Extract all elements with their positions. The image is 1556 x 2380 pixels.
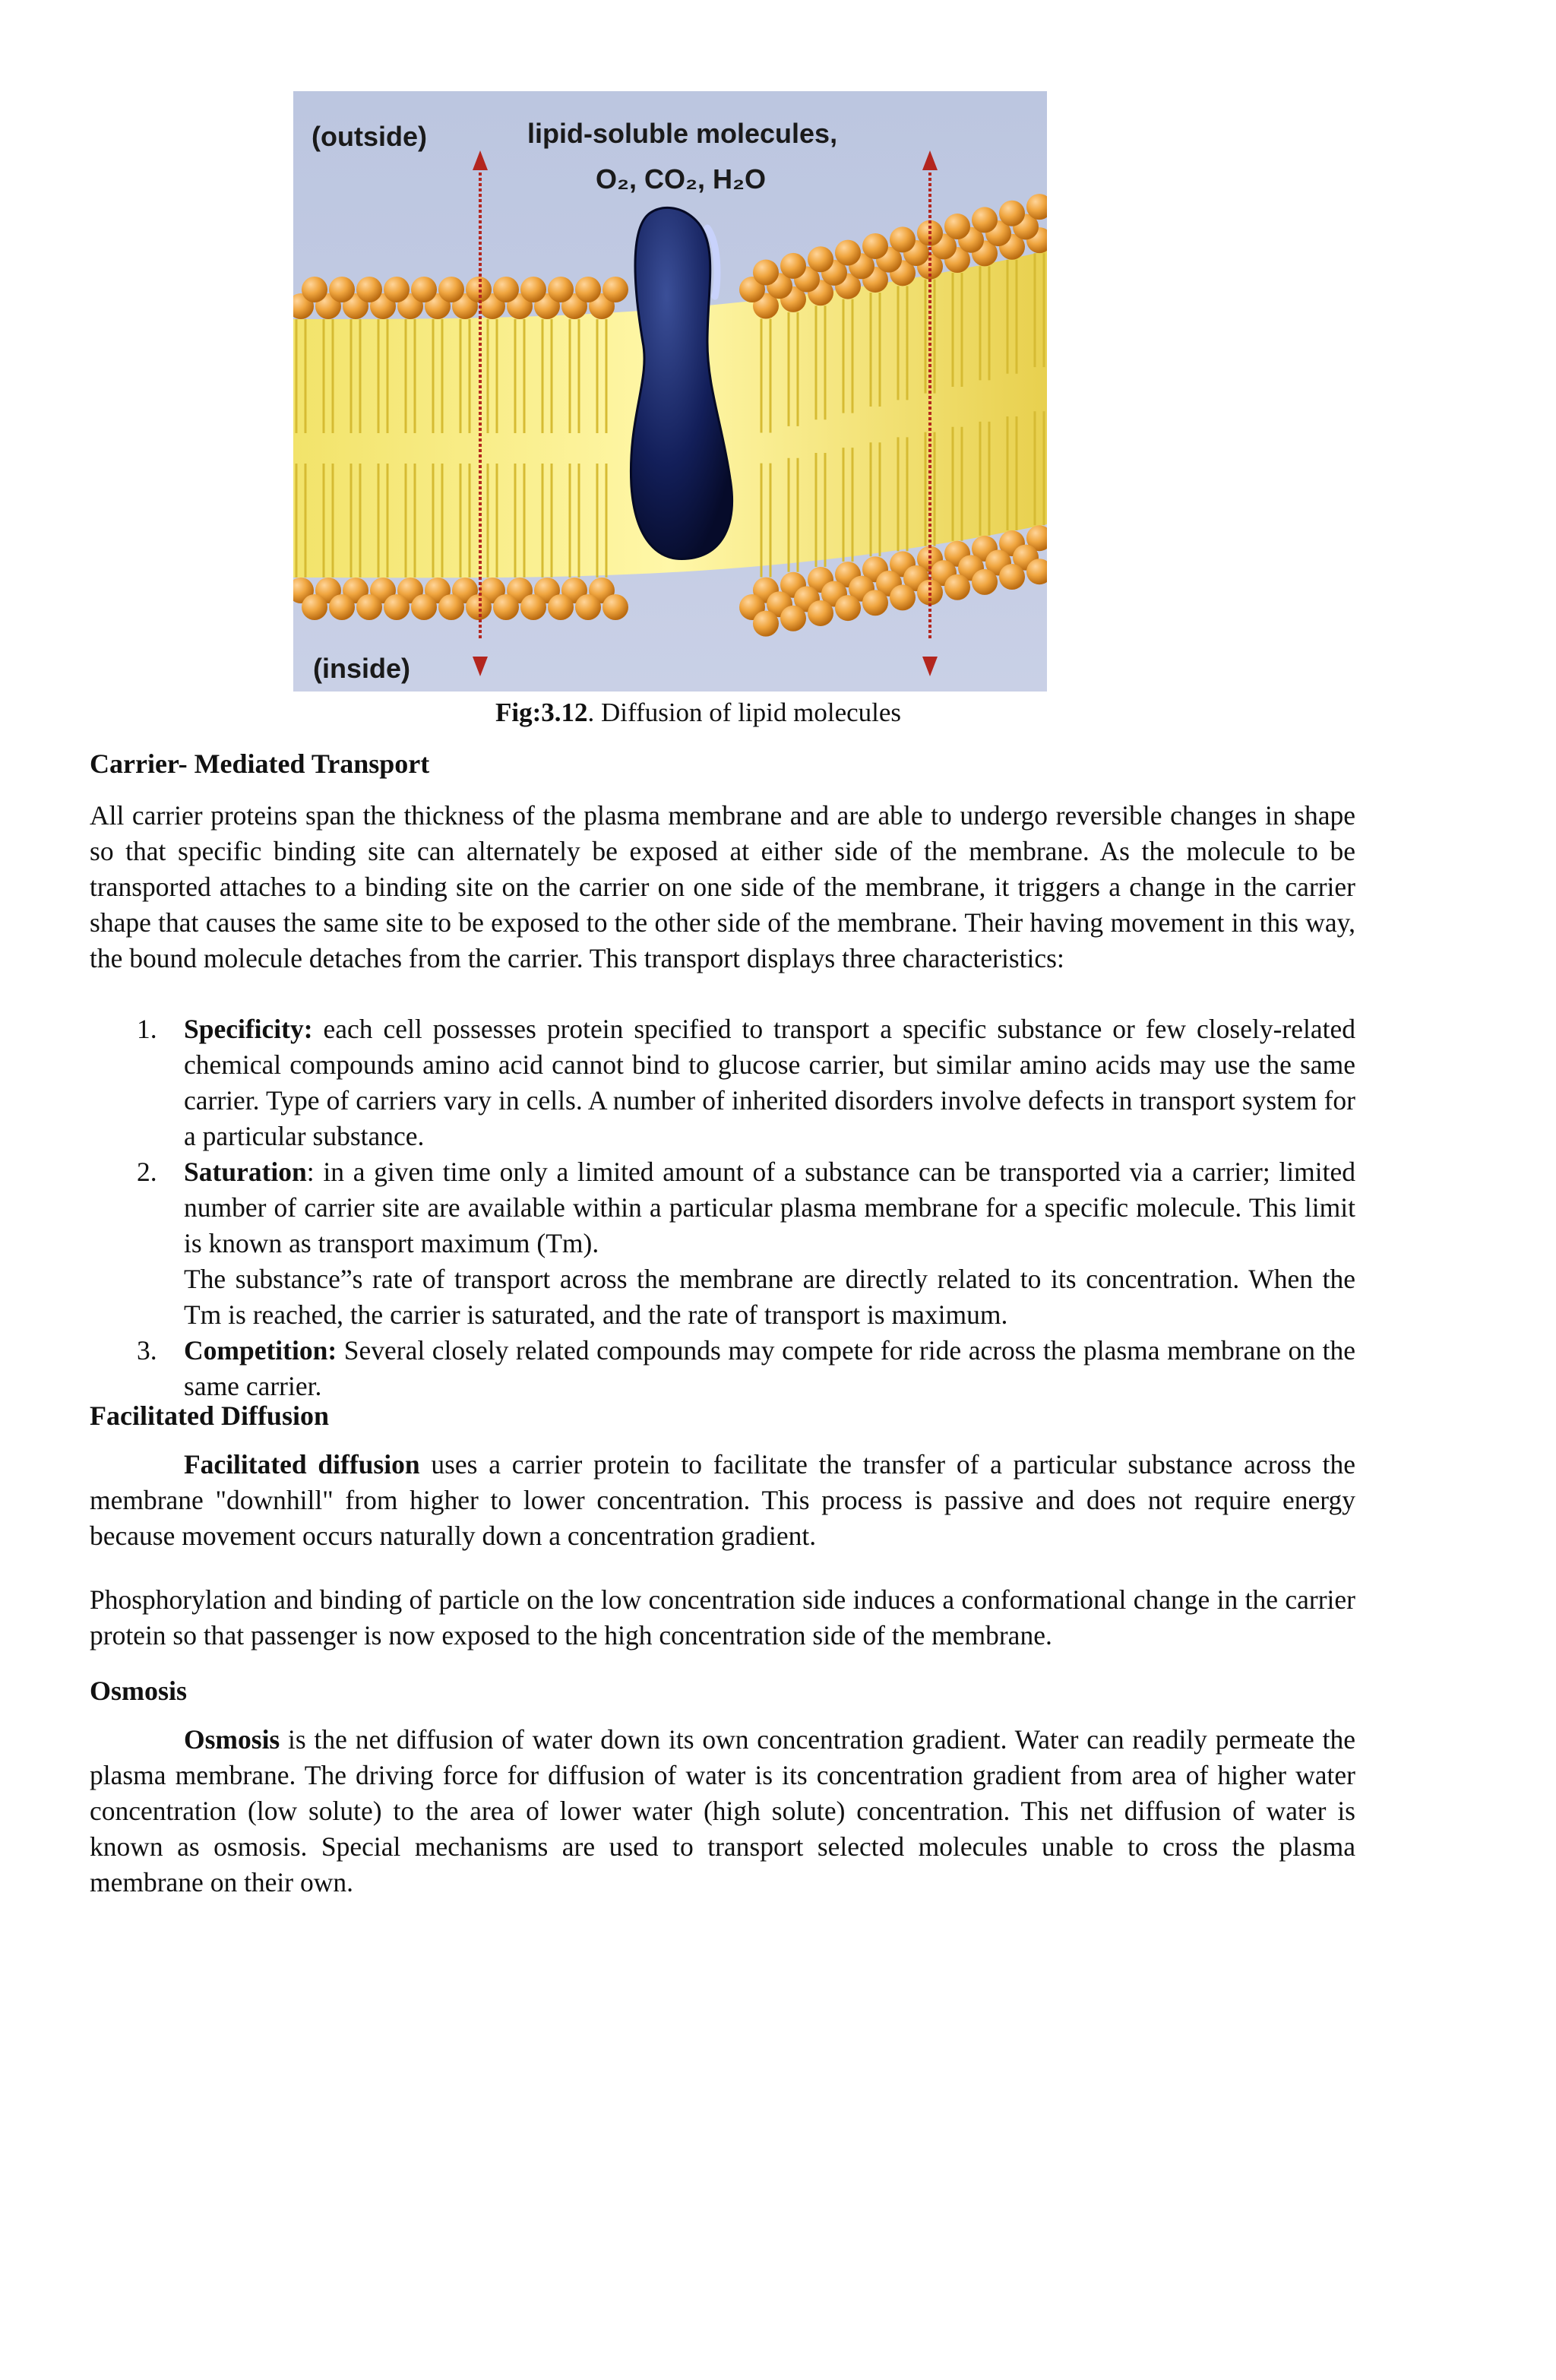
list-item-saturation: [137, 1154, 1355, 1333]
caption-number: Fig:3.12: [495, 698, 588, 727]
lipid-head: [356, 594, 382, 620]
saturation-extra-text: The substance”s rate of transport across the membrane are directly related to its concentration. When the Tm is reached, the carrier is saturated, and the rate of transport is maximum.: [184, 1264, 1355, 1330]
lipid-head: [575, 277, 601, 302]
term-osmosis: Osmosis: [184, 1724, 280, 1755]
lipid-head: [862, 590, 888, 616]
lipid-head: [808, 246, 833, 272]
figure-caption: [495, 698, 901, 728]
lipid-head: [575, 594, 601, 620]
caption-text: . Diffusion of lipid molecules: [587, 698, 902, 727]
membrane-figure: [293, 91, 1047, 692]
list-item-competition: [137, 1333, 1355, 1404]
lipid-head: [835, 240, 861, 266]
osmosis-paragraph: [90, 1722, 1355, 1901]
facilitated-text: uses a carrier protein to facilitate the transfer of a particular substance across the membrane "downhill" from higher to lower concentration. This process is passive and does not require energy because movement occurs naturally down a concentration gradient.: [90, 1449, 1356, 1551]
lipid-head: [438, 594, 464, 620]
lipid-head: [780, 606, 806, 631]
facilitated-paragraph: [90, 1447, 1355, 1554]
lipid-head: [602, 277, 628, 302]
lipid-head: [548, 594, 574, 620]
term-saturation: Saturation: [184, 1157, 307, 1187]
term-facilitated-diffusion: Facilitated diffusion: [184, 1449, 420, 1480]
list-number: 1.: [137, 1014, 157, 1044]
lipid-head: [493, 594, 519, 620]
lipid-head: [411, 594, 437, 620]
lipid-head: [944, 574, 970, 600]
lipid-head: [808, 600, 833, 626]
lipid-head: [329, 594, 355, 620]
list-number: 2.: [137, 1157, 157, 1187]
saturation-text: : in a given time only a limited amount of a substance can be transported via a carrier; limited number of carrier site are available within a particular plasma membrane for a specific molecule. This limit is known as transport maximum (Tm).: [184, 1157, 1355, 1258]
specificity-text: each cell possesses protein specified to transport a specific substance or few closely-related chemical compounds amino acid cannot bind to glucose carrier, but similar amino acids may use the same carrier. Type of carriers vary in cells. A number of inherited disorders involve defects in transport system for a particular substance.: [184, 1014, 1355, 1151]
lipid-head: [944, 214, 970, 239]
competition-text: Several closely related compounds may compete for ride across the plasma membrane on the same carrier.: [184, 1335, 1355, 1401]
lipid-head: [890, 226, 916, 252]
membrane-illustration: [293, 91, 1047, 692]
term-specificity: Specificity:: [184, 1014, 313, 1044]
lipid-head: [520, 277, 546, 302]
lipid-head: [384, 277, 410, 302]
lipid-head: [548, 277, 574, 302]
lipid-head: [999, 201, 1025, 226]
lipid-head: [302, 594, 327, 620]
outside-label: (outside): [312, 121, 427, 152]
lipid-head: [999, 564, 1025, 590]
lipid-head: [835, 595, 861, 621]
molecules-label: lipid-soluble molecules,: [527, 118, 838, 149]
list-item-specificity: [137, 1011, 1355, 1154]
osmosis-text: is the net diffusion of water down its own concentration gradient. Water can readily permeate the plasma membrane. The driving force for diffusion of water is its concentration gradient from area of higher water concentration (low solute) to the area of lower water (high solute) concentration. This net diffusion of water is known as osmosis. Special mechanisms are used to transport selected molecules unable to cross the plasma membrane on their own.: [90, 1724, 1355, 1897]
lipid-head: [753, 260, 779, 286]
molecules-formula: O₂, CO₂, H₂O: [596, 163, 766, 195]
heading-facilitated-diffusion: Facilitated Diffusion: [90, 1400, 329, 1431]
lipid-head: [493, 277, 519, 302]
term-competition: Competition:: [184, 1335, 337, 1366]
inside-label: (inside): [313, 653, 411, 684]
lipid-head: [602, 594, 628, 620]
phosphorylation-paragraph: Phosphorylation and binding of particle on the low concentration side induces a conformational change in the carrier protein so that passenger is now exposed to the high concentration side of the membrane.: [90, 1584, 1355, 1650]
lipid-head: [780, 253, 806, 279]
list-number: 3.: [137, 1335, 157, 1366]
lipid-head: [438, 277, 464, 302]
lipid-head: [520, 594, 546, 620]
lipid-head: [972, 207, 998, 233]
heading-carrier-mediated: Carrier- Mediated Transport: [90, 748, 430, 779]
lipid-head: [356, 277, 382, 302]
lipid-head: [329, 277, 355, 302]
lipid-head: [302, 277, 327, 302]
lipid-head: [890, 584, 916, 610]
lipid-head: [862, 233, 888, 259]
lipid-head: [972, 569, 998, 595]
carrier-intro-paragraph: All carrier proteins span the thickness of the plasma membrane and are able to undergo reversible changes in shape so that specific binding site can alternately be exposed at either side of the membrane. As the molecule to be transported attaches to a binding site on the carrier on one side of the membrane, it triggers a change in the carrier shape that causes the same site to be exposed to the other side of the membrane. Their having movement in this way, the bound molecule detaches from the carrier. This transport displays three characteristics:: [90, 800, 1355, 973]
lipid-head: [411, 277, 437, 302]
heading-osmosis: Osmosis: [90, 1676, 188, 1706]
lipid-head: [384, 594, 410, 620]
lipid-head: [753, 611, 779, 637]
